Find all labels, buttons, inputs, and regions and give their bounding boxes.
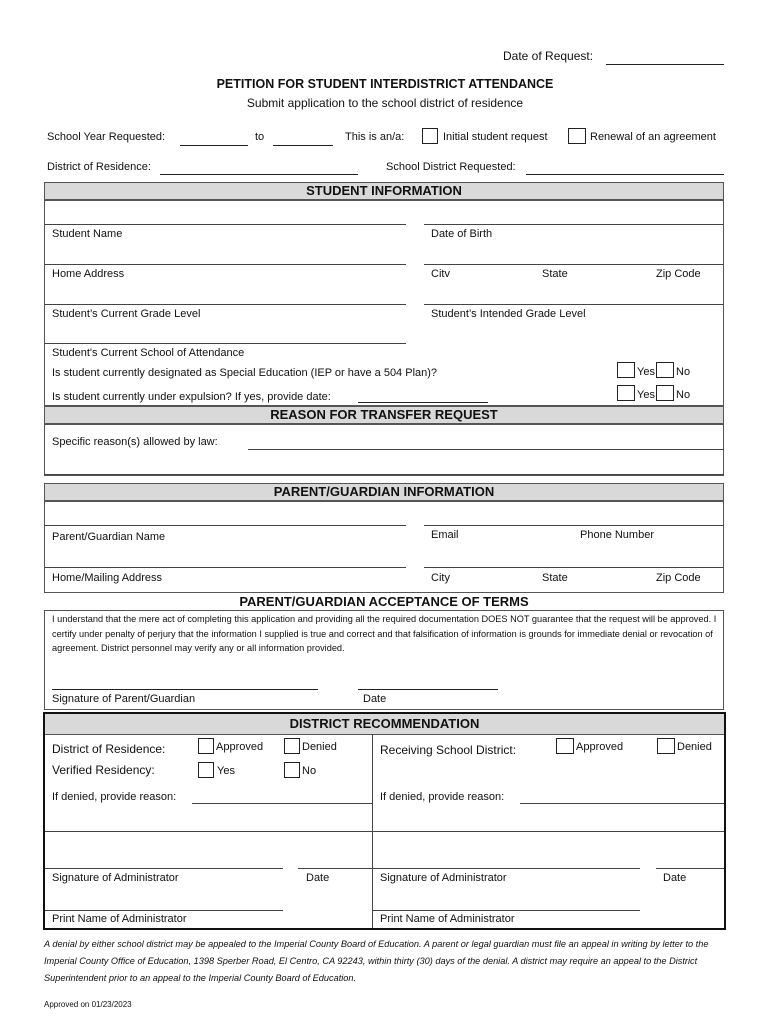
specific-reason-field-2[interactable] [44, 474, 724, 475]
date-of-request-field[interactable] [606, 64, 724, 65]
current-school-field[interactable] [44, 343, 406, 344]
residence-admin-signature-label: Signature of Administrator [52, 872, 179, 884]
parent-date-label: Date [363, 693, 387, 705]
verified-no-label: No [302, 765, 317, 777]
residence-denied-reason-field[interactable] [192, 803, 372, 804]
date-of-request-label: Date of Request: [503, 49, 594, 63]
residence-admin-date-field[interactable] [298, 868, 372, 869]
intended-grade-field[interactable] [424, 304, 724, 305]
city-label: Citv [431, 268, 450, 280]
district-residence-label: District of Residence: [47, 161, 151, 173]
student-info-heading: STUDENT INFORMATION [44, 182, 724, 200]
parent-info-heading: PARENT/GUARDIAN INFORMATION [44, 483, 724, 501]
reason-heading: REASON FOR TRANSFER REQUEST [44, 406, 724, 424]
residence-admin-signature-field[interactable] [45, 868, 283, 869]
residence-denied-reason-label: If denied, provide reason: [52, 791, 177, 803]
expulsion-yes-checkbox[interactable] [617, 385, 635, 401]
special-ed-yes-checkbox[interactable] [617, 362, 635, 378]
dob-field[interactable] [424, 224, 724, 225]
residence-admin-print-name-field[interactable] [45, 910, 283, 911]
parent-state-label: State [542, 572, 568, 584]
approved-on-date: Approved on 01/23/2023 [44, 1000, 132, 1009]
zip-label: Zip Code [656, 268, 701, 280]
email-phone-field[interactable] [424, 525, 724, 526]
parent-address-label: Home/Mailing Address [52, 572, 163, 584]
parent-city-label: City [431, 572, 450, 584]
initial-request-label: Initial student request [443, 131, 548, 143]
receiving-denied-reason-label: If denied, provide reason: [380, 791, 505, 803]
specific-reason-field-1[interactable] [248, 449, 724, 450]
school-district-requested-label: School District Requested: [386, 161, 516, 173]
receiving-approved-checkbox[interactable] [556, 738, 574, 754]
reason-section [44, 424, 724, 476]
expulsion-date-field[interactable] [358, 402, 488, 403]
verified-yes-label: Yes [217, 765, 235, 777]
appeal-note: A denial by either school district may be appealed to the Imperial County Board of Education. A parent or legal guardian must file an appeal in writing by letter to the Imperial County Office of Education, 1398 Sperber Road, El Centro, CA 92243, within thirty (30) days of the denial. A district may require an appeal to the District Superintendent prior to an appeal to the Imperial County Board of Education. [44, 939, 709, 983]
email-label: Email [431, 529, 459, 541]
receiving-admin-date-field[interactable] [656, 868, 724, 869]
receiving-denied-label: Denied [677, 741, 712, 753]
initial-request-checkbox[interactable] [422, 128, 438, 144]
specific-reason-label: Specific reason(s) allowed by law: [52, 436, 218, 448]
this-is-label: This is an/a: [345, 131, 405, 143]
parent-address-field[interactable] [44, 567, 406, 568]
receiving-admin-signature-label: Signature of Administrator [380, 872, 507, 884]
school-year-to-label: to [255, 131, 265, 143]
residence-denied-checkbox[interactable] [284, 738, 300, 754]
school-year-to-field[interactable] [273, 145, 333, 146]
special-ed-no-label: No [676, 366, 691, 378]
expulsion-question: Is student currently under expulsion? If yes, provide date: [52, 391, 331, 403]
receiving-admin-print-name-label: Print Name of Administrator [380, 913, 515, 925]
district-residence-rec-label: District of Residence: [52, 742, 166, 756]
residence-denied-label: Denied [302, 741, 337, 753]
state-label: State [542, 268, 568, 280]
receiving-approved-label: Approved [576, 741, 624, 753]
renewal-checkbox[interactable] [568, 128, 586, 144]
city-state-zip-field[interactable] [424, 264, 724, 265]
receiving-reason-line-2[interactable] [372, 831, 724, 832]
residence-admin-date-label: Date [306, 872, 330, 884]
expulsion-no-checkbox[interactable] [656, 385, 674, 401]
residence-approved-checkbox[interactable] [198, 738, 214, 754]
school-year-label: School Year Requested: [47, 131, 166, 143]
dob-label: Date of Birth [431, 228, 493, 240]
terms-heading: PARENT/GUARDIAN ACCEPTANCE OF TERMS [239, 594, 529, 609]
district-residence-field[interactable] [160, 174, 358, 175]
parent-date-field[interactable] [358, 689, 498, 690]
parent-name-label: Parent/Guardian Name [52, 531, 166, 543]
receiving-admin-signature-field[interactable] [372, 868, 640, 869]
special-ed-yes-label: Yes [637, 366, 655, 378]
verified-no-checkbox[interactable] [284, 762, 300, 778]
current-grade-label: Student’s Current Grade Level [52, 308, 201, 320]
school-year-from-field[interactable] [180, 145, 248, 146]
school-district-requested-field[interactable] [526, 174, 724, 175]
student-name-label: Student Name [52, 228, 123, 240]
expulsion-no-label: No [676, 389, 691, 401]
verified-residency-label: Verified Residency: [52, 763, 155, 777]
residence-reason-line-2[interactable] [45, 831, 372, 832]
special-ed-no-checkbox[interactable] [656, 362, 674, 378]
student-name-field[interactable] [44, 224, 406, 225]
renewal-label: Renewal of an agreement [590, 131, 716, 143]
parent-city-state-zip-field[interactable] [424, 567, 724, 568]
form-subtitle: Submit application to the school district of residence [246, 96, 524, 110]
special-ed-question: Is student currently designated as Special Education (IEP or have a 504 Plan)? [52, 367, 438, 379]
expulsion-yes-label: Yes [637, 389, 655, 401]
home-address-label: Home Address [52, 268, 125, 280]
terms-text: I understand that the mere act of completing this application and providing all the required documentation DOES NOT guarantee that the request will be approved. I certify under penalty of perjury that the information I supplied is true and correct and that falsification of information is grounds for immediate denial or revocation of agreement. District personnel may verify any or all information provided. [52, 614, 717, 653]
receiving-denied-checkbox[interactable] [657, 738, 675, 754]
residence-approved-label: Approved [216, 741, 264, 753]
receiving-district-label: Receiving School District: [380, 743, 517, 757]
parent-name-field[interactable] [44, 525, 406, 526]
phone-label: Phone Number [580, 529, 654, 541]
current-grade-field[interactable] [44, 304, 406, 305]
intended-grade-label: Student’s Intended Grade Level [431, 308, 586, 320]
home-address-field[interactable] [44, 264, 406, 265]
district-heading: DISTRICT RECOMMENDATION [45, 714, 724, 735]
form-title: PETITION FOR STUDENT INTERDISTRICT ATTENDANCE [216, 77, 554, 91]
residence-admin-print-name-label: Print Name of Administrator [52, 913, 187, 925]
parent-signature-field[interactable] [52, 689, 318, 690]
receiving-admin-date-label: Date [663, 872, 687, 884]
parent-signature-label: Signature of Parent/Guardian [52, 693, 196, 705]
current-school-label: Student's Current School of Attendance [52, 347, 245, 359]
receiving-denied-reason-field[interactable] [520, 803, 724, 804]
receiving-admin-print-name-field[interactable] [372, 910, 640, 911]
verified-yes-checkbox[interactable] [198, 762, 214, 778]
parent-zip-label: Zip Code [656, 572, 701, 584]
